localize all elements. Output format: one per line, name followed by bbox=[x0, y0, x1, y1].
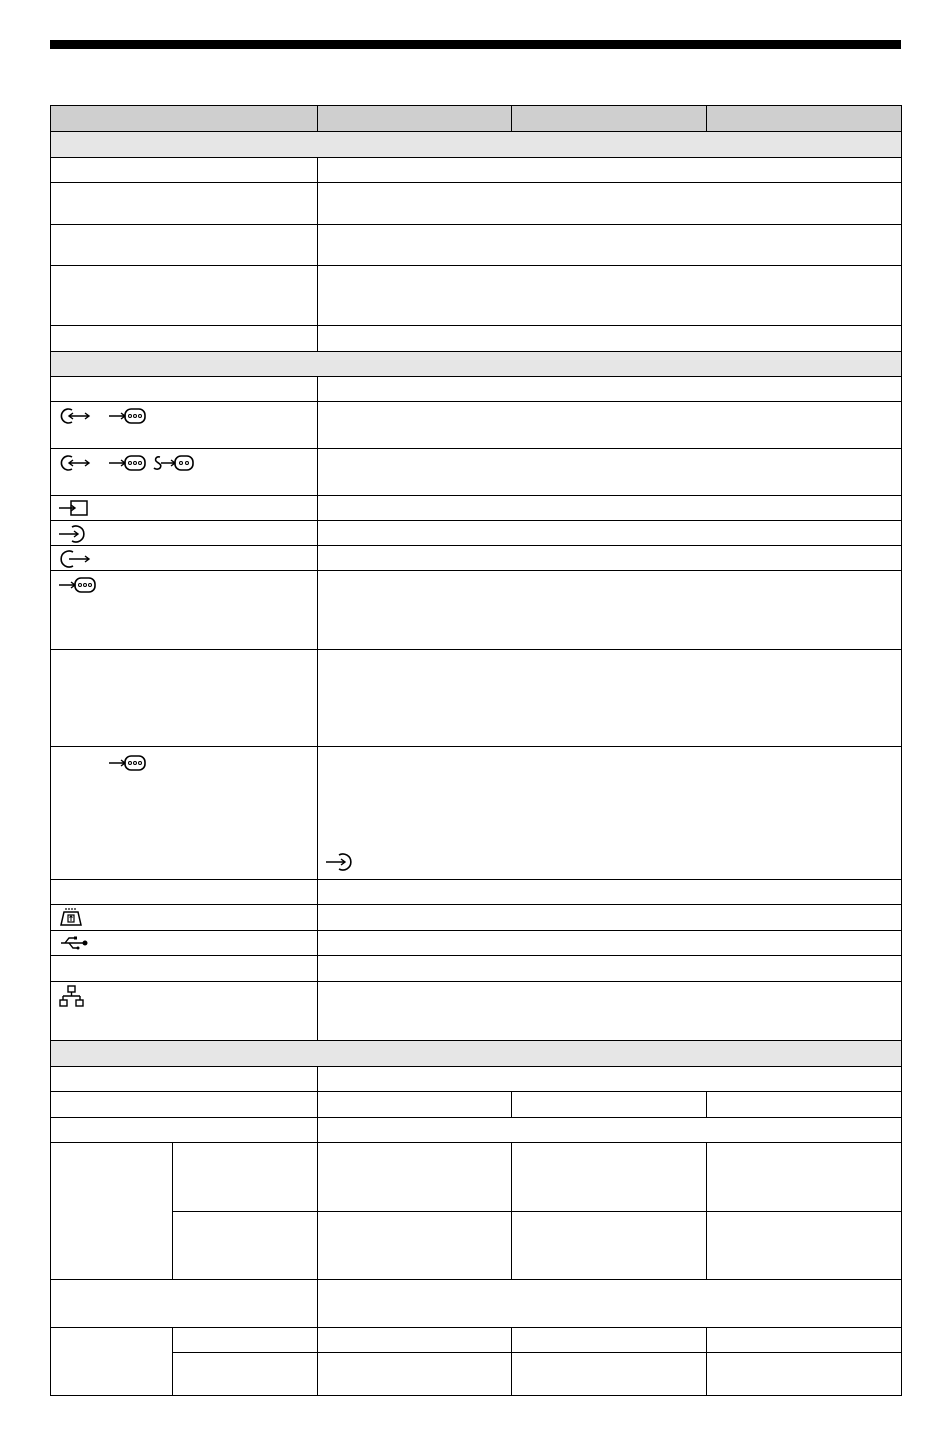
table-row bbox=[51, 1353, 902, 1396]
table-row bbox=[51, 183, 902, 225]
table-row bbox=[51, 905, 902, 931]
table-row bbox=[51, 402, 902, 449]
table-row bbox=[51, 225, 902, 266]
section-row-2 bbox=[51, 352, 902, 377]
header-cell-model-2 bbox=[512, 106, 707, 132]
pc-input-icon bbox=[59, 499, 89, 517]
rf-antenna-io-icon bbox=[59, 406, 103, 426]
table-row bbox=[51, 158, 902, 183]
cam-slot-icon bbox=[59, 907, 83, 927]
table-row bbox=[51, 449, 902, 496]
table-row bbox=[51, 1067, 902, 1092]
header-cell-item bbox=[51, 106, 318, 132]
audio-input-icon bbox=[326, 852, 356, 872]
table-row bbox=[51, 880, 902, 905]
rf-antenna-io-icon bbox=[59, 453, 103, 473]
av-input-icon bbox=[109, 406, 147, 426]
table-row bbox=[51, 1118, 902, 1143]
table-row bbox=[51, 1092, 902, 1118]
s-video-input-icon bbox=[153, 453, 195, 473]
table-row bbox=[51, 521, 902, 546]
table-row bbox=[51, 496, 902, 521]
table-row bbox=[51, 982, 902, 1041]
usb-icon bbox=[59, 934, 89, 952]
hdmi-input-icon bbox=[109, 753, 147, 773]
section-row-1 bbox=[51, 132, 902, 158]
table-row bbox=[51, 1280, 902, 1328]
table-row bbox=[51, 546, 902, 571]
header-cell-model-1 bbox=[318, 106, 512, 132]
table-header-row bbox=[51, 106, 902, 132]
table-row bbox=[51, 1143, 902, 1212]
audio-input-icon bbox=[59, 524, 89, 544]
table-row bbox=[51, 1328, 902, 1353]
av-input-icon bbox=[109, 453, 147, 473]
table-row bbox=[51, 326, 902, 352]
component-input-icon bbox=[59, 575, 97, 595]
table-row bbox=[51, 747, 902, 880]
header-cell-model-3 bbox=[707, 106, 902, 132]
header-rule bbox=[50, 40, 901, 49]
table-row bbox=[51, 571, 902, 650]
section-row-3 bbox=[51, 1041, 902, 1067]
table-row bbox=[51, 1212, 902, 1280]
table-row bbox=[51, 266, 902, 326]
headphone-output-icon bbox=[59, 549, 91, 569]
lan-network-icon bbox=[59, 985, 85, 1009]
table-row bbox=[51, 377, 902, 402]
specifications-table bbox=[50, 105, 902, 1396]
table-row bbox=[51, 956, 902, 982]
table-row bbox=[51, 650, 902, 747]
table-row bbox=[51, 931, 902, 956]
